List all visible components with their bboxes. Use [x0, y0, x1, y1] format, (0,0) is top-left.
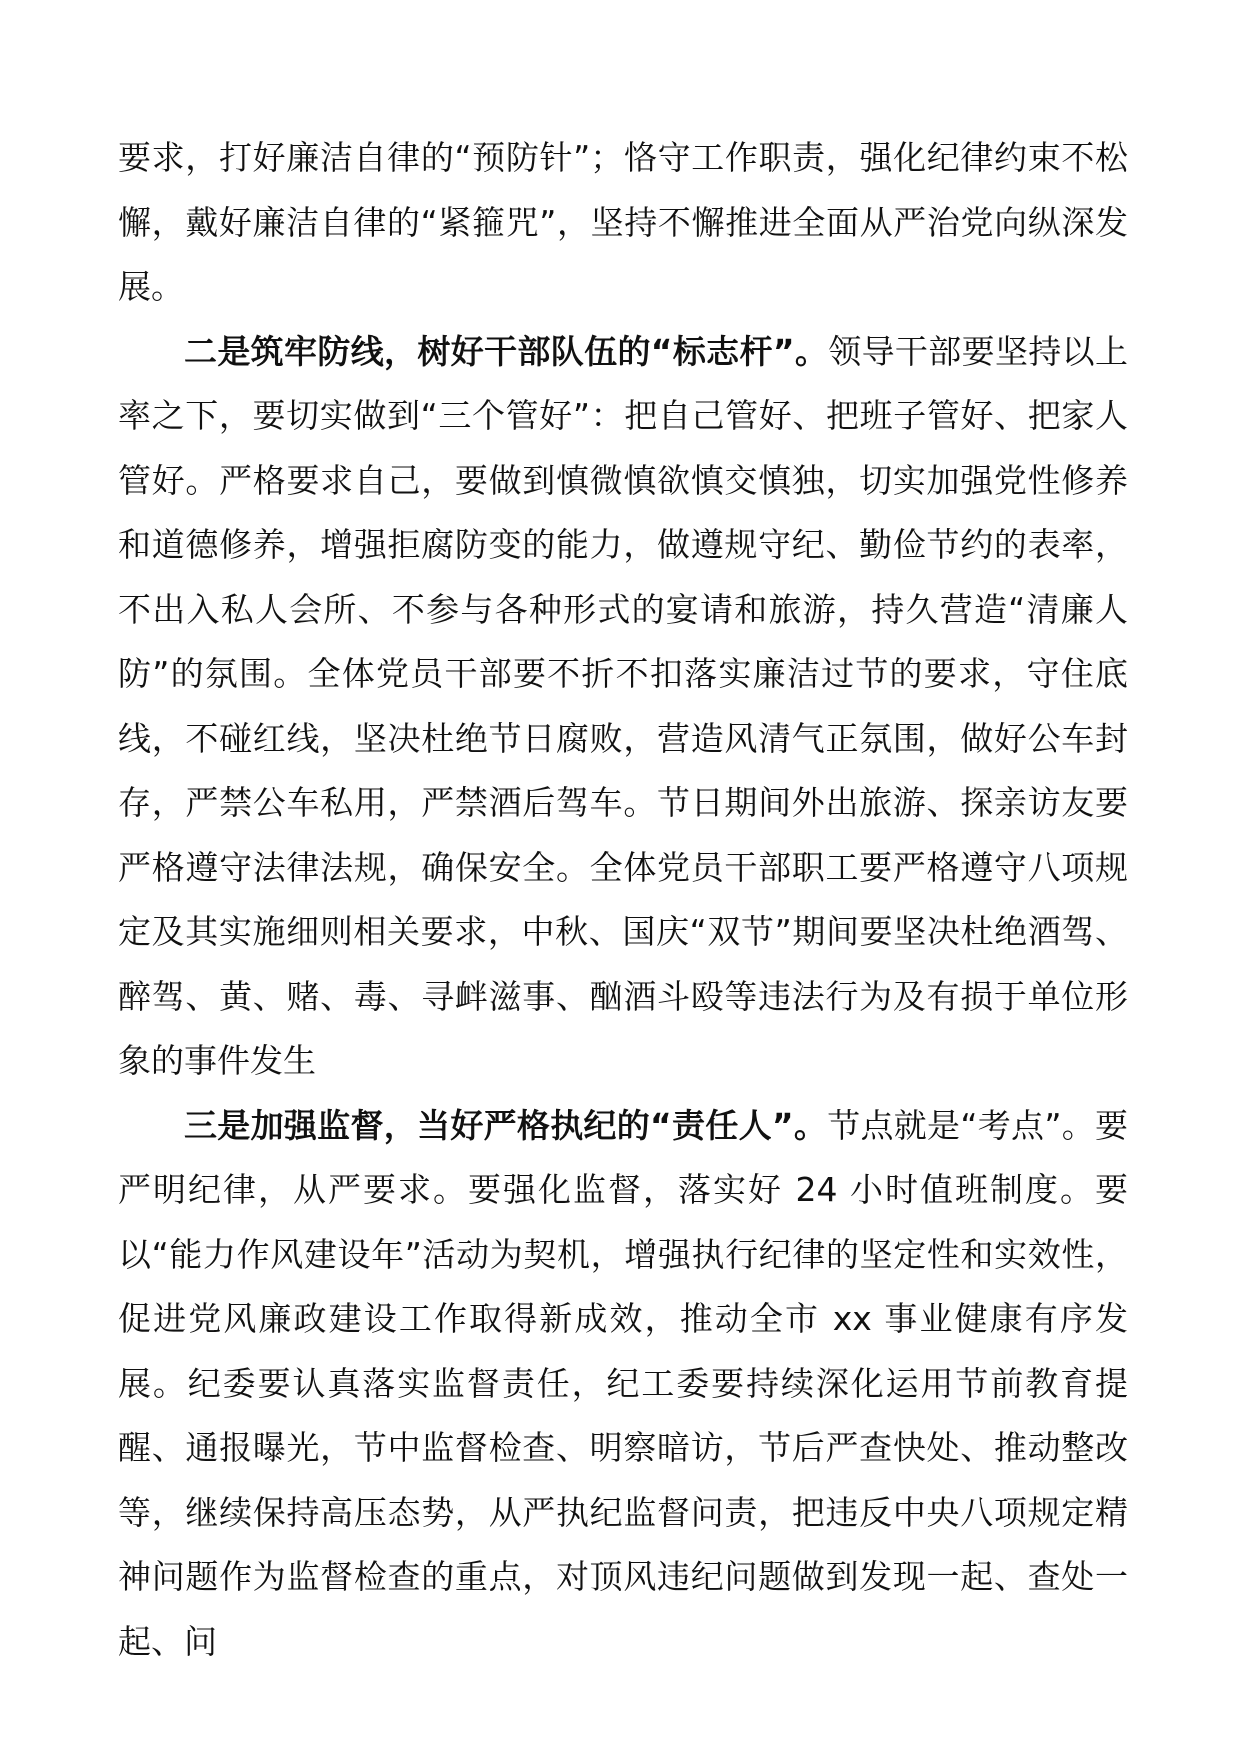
paragraph-continuation: [118, 126, 1128, 320]
paragraph-text: 节点就是“考点”。要严明纪律，从严要求。要强化监督，落实好 24 小时值班制度。要以“能力作风建设年”活动为契机，增强执行纪律的坚定性和实效性，促进党风廉政建设工作取得新成效，推动全市 xx 事业健康有序发展。纪委要认真落实监督责任，纪工委要持续深化运用节前教育提醒、通报曝光，节中监督检查、明察暗访，节后严查快处、推动整改等，继续保持高压态势，从严执纪监督问责，把违反中央八项规定精神问题作为监督检查的重点，对顶风违纪问题做到发现一起、查处一起、问: [118, 1105, 1128, 1661]
paragraph-point-three: [118, 1094, 1128, 1675]
paragraph-point-two: [118, 320, 1128, 1094]
document-body: [118, 126, 1128, 1674]
paragraph-text: 要求，打好廉洁自律的“预防针”；恪守工作职责，强化纪律约束不松懈，戴好廉洁自律的“紧箍咒”，坚持不懈推进全面从严治党向纵深发展。: [118, 138, 1128, 306]
paragraph-text: 领导干部要坚持以上率之下，要切实做到“三个管好”：把自己管好、把班子管好、把家人管好。严格要求自己，要做到慎微慎欲慎交慎独，切实加强党性修养和道德修养，增强拒腐防变的能力，做遵规守纪、勤俭节约的表率，不出入私人会所、不参与各种形式的宴请和旅游，持久营造“清廉人防”的氛围。全体党员干部要不折不扣落实廉洁过节的要求，守住底线，不碰红线，坚决杜绝节日腐败，营造风清气正氛围，做好公车封存，严禁公车私用，严禁酒后驾车。节日期间外出旅游、探亲访友要严格遵守法律法规，确保安全。全体党员干部职工要严格遵守八项规定及其实施细则相关要求，中秋、国庆“双节”期间要坚决杜绝酒驾、醉驾、黄、赌、毒、寻衅滋事、酗酒斗殴等违法行为及有损于单位形象的事件发生: [118, 331, 1128, 1080]
paragraph-heading: 三是加强监督，当好严格执纪的“责任人”。: [184, 1105, 828, 1145]
paragraph-heading: 二是筑牢防线，树好干部队伍的“标志杆”。: [184, 331, 829, 371]
